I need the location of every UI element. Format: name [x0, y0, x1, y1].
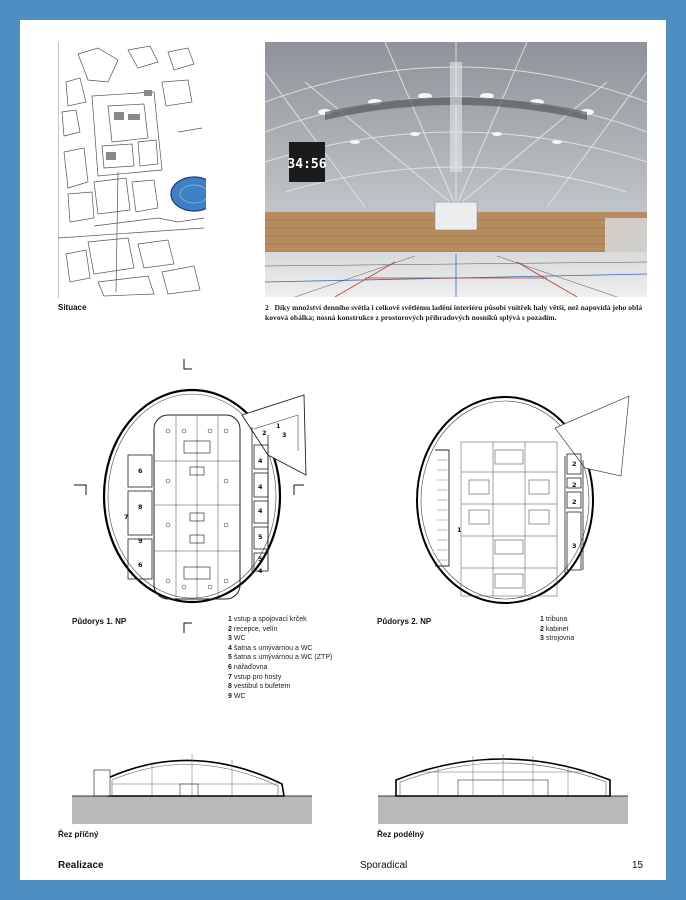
- page-number: 15: [632, 860, 644, 871]
- cross-section-caption: Řez příčný: [58, 830, 99, 839]
- plan1-legend: [228, 615, 378, 701]
- plan1-legend-item: 7 vstup pro hosty: [228, 673, 282, 681]
- plan2-room-2a: 2: [572, 460, 577, 468]
- plan2-legend: [540, 615, 650, 644]
- cross-section-drawing: [72, 744, 312, 824]
- plan1-room-1: 1: [276, 422, 281, 430]
- longitudinal-section-caption: Řez podélný: [377, 830, 425, 839]
- plan1-room-3: 3: [282, 431, 287, 439]
- plan1-room-4a: 4: [258, 457, 263, 465]
- plan1-room-4d: 4: [258, 567, 263, 575]
- plan2-room-2b: 2: [572, 481, 577, 489]
- plan2-legend-item: 3 strojovna: [540, 635, 575, 643]
- floor-plan-1: [72, 355, 322, 637]
- plan1-legend-item: 4 šatna s umývárnou a WC: [228, 644, 313, 652]
- plan1-room-6a: 6: [138, 467, 143, 475]
- footer-section: Realizace: [58, 860, 104, 871]
- plan1-room-4b: 4: [258, 483, 263, 491]
- plan1-legend-item: 2 recepce, velín: [228, 625, 278, 633]
- plan1-room-5a: 5: [258, 533, 263, 541]
- plan1-caption: Půdorys 1. NP: [72, 617, 127, 626]
- plan1-room-9: 9: [138, 537, 143, 545]
- scoreboard-display: 34:56: [287, 157, 327, 172]
- plan1-legend-item: 6 nářaďovna: [228, 663, 268, 671]
- plan2-room-1: 1: [457, 526, 462, 534]
- longitudinal-section-drawing: [378, 744, 628, 824]
- plan1-legend-item: 8 vestibul s bufetem: [228, 683, 291, 691]
- plan1-legend-item: 1 vstup a spojovací krček: [228, 616, 307, 623]
- plan1-room-5b: 5: [258, 555, 263, 563]
- photo-caption: [265, 303, 647, 323]
- plan1-legend-item: 5 šatna s umývárnou a WC (ZTP): [228, 654, 333, 662]
- plan2-legend-item: 1 tribuna: [540, 616, 568, 623]
- plan1-legend-item: 3 WC: [228, 635, 246, 643]
- plan2-legend-item: 2 kabinet: [540, 625, 569, 633]
- photo-caption-text: Díky množství denního světla i celkově světlému ladění interiéru působí vnitřek haly větší, než napovídá jeho oblá kovová obálka; nosná konstrukce z prostorových příhradových nosníků splývá s pozadím.: [265, 303, 643, 322]
- page: [20, 20, 666, 880]
- site-plan-caption: Situace: [58, 303, 87, 312]
- footer-magazine: Sporadical: [360, 860, 408, 871]
- plan1-room-4c: 4: [258, 507, 263, 515]
- sports-hall-site-highlight: [171, 177, 206, 211]
- plan1-room-7: 7: [124, 513, 129, 521]
- plan1-room-6b: 6: [138, 561, 143, 569]
- plan1-room-2: 2: [262, 429, 267, 437]
- interior-photo: [265, 42, 647, 297]
- plan2-room-3: 3: [572, 542, 577, 550]
- photo-number: 2: [265, 303, 269, 312]
- plan1-room-8: 8: [138, 503, 143, 511]
- floor-plan-2: [405, 390, 650, 610]
- plan2-caption: Půdorys 2. NP: [377, 617, 432, 626]
- plan2-room-2c: 2: [572, 498, 577, 506]
- site-plan-drawing: [58, 42, 206, 298]
- plan1-legend-item: 9 WC: [228, 692, 246, 700]
